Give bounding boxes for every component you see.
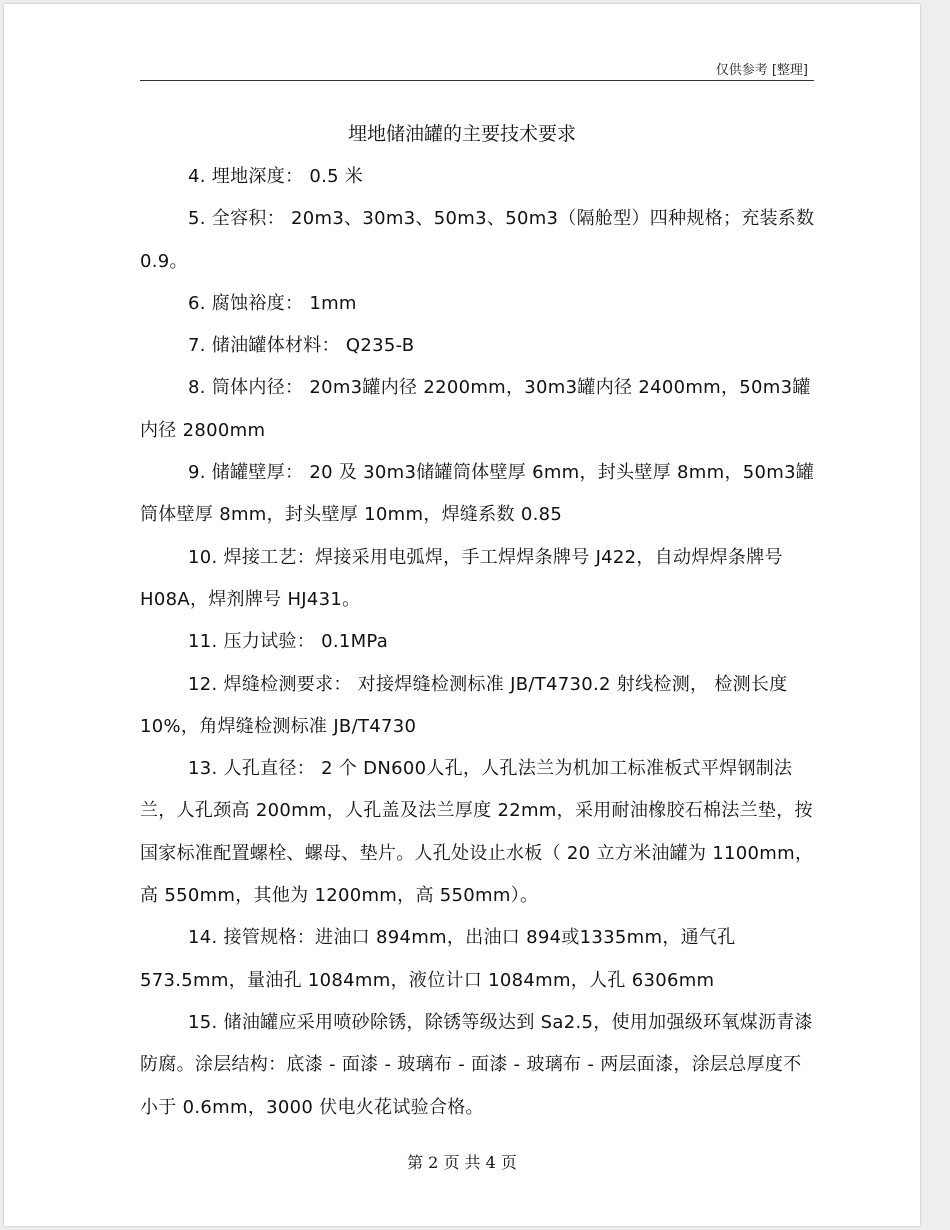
requirement-item: 5. 全容积： 20m3、30m3、50m3、50m3（隔舱型）四种规格；充装系数 0.9。 <box>140 208 815 272</box>
document-title: 埋地储油罐的主要技术要求 <box>347 123 576 145</box>
requirement-item: 11. 压力试验： 0.1MPa <box>188 631 389 653</box>
page-header: 仅供参考 [整理] <box>715 63 808 78</box>
requirement-item: 7. 储油罐体材料： Q235-B <box>188 335 415 357</box>
header-divider <box>140 80 814 81</box>
requirement-item: 8. 筒体内径： 20m3罐内径 2200mm，30m3罐内径 2400mm，50m3罐内径 2800mm <box>140 377 811 441</box>
requirement-item: 14. 接管规格：进油口 894mm，出油口 894或1335mm，通气孔 573.5mm，量油孔 1084mm，液位计口 1084mm，人孔 6306mm <box>140 927 736 991</box>
requirement-item: 9. 储罐壁厚： 20 及 30m3储罐筒体壁厚 6mm，封头壁厚 8mm，50m3罐筒体壁厚 8mm，封头壁厚 10mm，焊缝系数 0.85 <box>140 462 815 526</box>
requirement-item: 12. 焊缝检测要求： 对接焊缝检测标准 JB/T4730.2 射线检测， 检测长度 10%，角焊缝检测标准 JB/T4730 <box>140 673 788 737</box>
requirement-item: 6. 腐蚀裕度： 1mm <box>188 292 357 314</box>
requirement-item: 13. 人孔直径： 2 个 DN600人孔，人孔法兰为机加工标准板式平焊钢制法兰，人孔颈高 200mm，人孔盖及法兰厚度 22mm，采用耐油橡胶石棉法兰垫，按国家标准配置螺栓、螺母、垫片。人孔处设止水板（ 20 立方米油罐为 1100mm，高 550mm，其他为 1200mm，高 550mm）。 <box>140 758 814 907</box>
document-body <box>140 156 816 1129</box>
page-number-footer: 第 2 页 共 4 页 <box>407 1153 517 1172</box>
document-page <box>4 4 920 1226</box>
requirement-item: 10. 焊接工艺：焊接采用电弧焊，手工焊焊条牌号 J422，自动焊焊条牌号 H08A，焊剂牌号 HJ431。 <box>140 546 783 610</box>
requirement-item: 15. 储油罐应采用喷砂除锈，除锈等级达到 Sa2.5，使用加强级环氧煤沥青漆防腐。涂层结构：底漆 - 面漆 - 玻璃布 - 面漆 - 玻璃布 - 两层面漆，涂层总厚度不小于 0.6mm，3000 伏电火花试验合格。 <box>140 1011 813 1118</box>
requirement-item: 4. 埋地深度： 0.5 米 <box>188 166 364 187</box>
